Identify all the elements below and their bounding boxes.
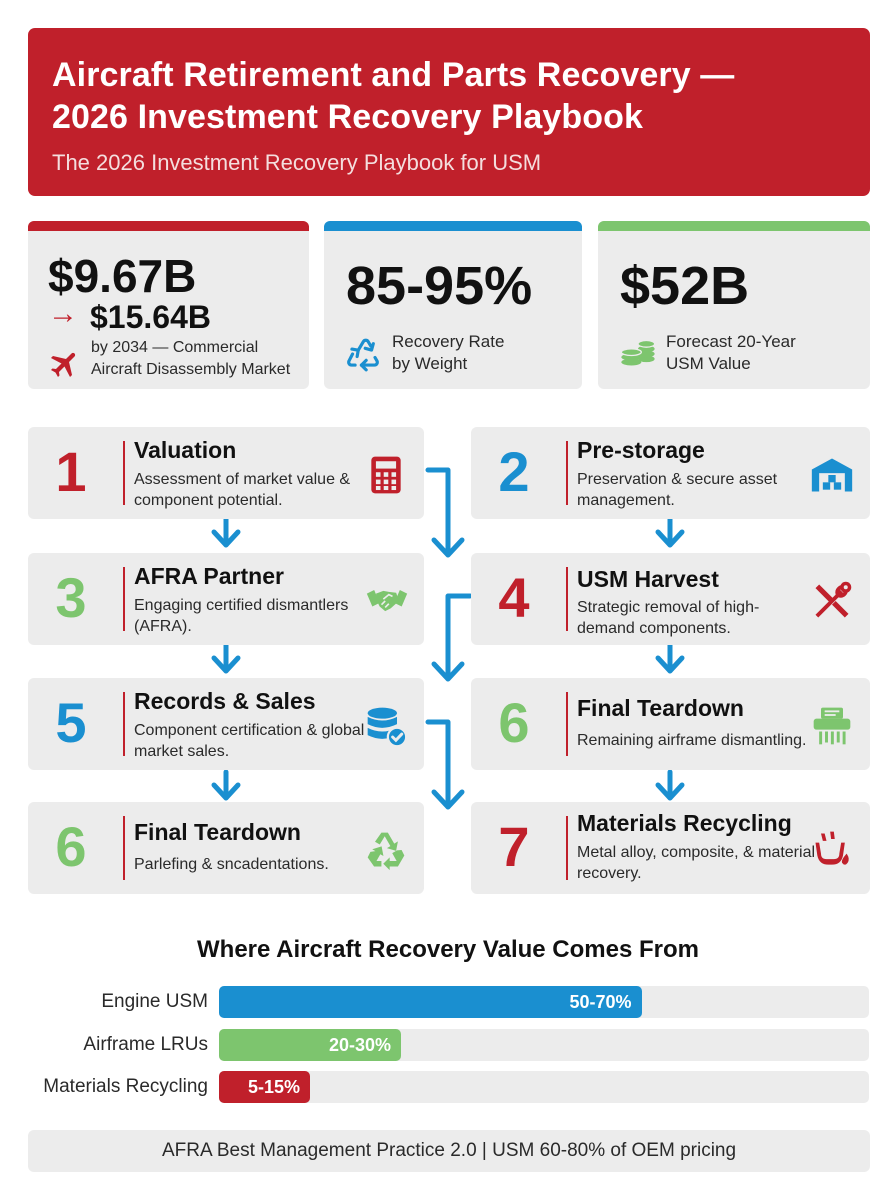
step-description: Engaging certified dismantlers (AFRA). xyxy=(134,597,349,635)
step-card-1 xyxy=(28,427,424,519)
handshake-icon xyxy=(360,579,414,623)
arrow-right-icon: → xyxy=(48,297,78,330)
warehouse-icon xyxy=(810,453,854,497)
value-bar-fill xyxy=(219,986,642,1018)
stat-label-line: Forecast 20-Year xyxy=(666,332,796,351)
stat-card-market xyxy=(28,221,309,389)
step-divider xyxy=(566,816,568,880)
coins-icon xyxy=(618,333,658,373)
value-bar-track xyxy=(219,986,869,1018)
step-description: Remaining airframe dismantling. xyxy=(577,732,807,749)
step-divider xyxy=(566,441,568,505)
stat-card-usm-value xyxy=(598,221,870,389)
stat-label xyxy=(91,337,290,381)
step-title: AFRA Partner xyxy=(134,563,284,589)
stat-value: $9.67B xyxy=(48,250,197,302)
recycle-icon xyxy=(344,335,382,373)
step-description: Assessment of market value & component potential. xyxy=(134,471,351,509)
step-number: 1 xyxy=(55,440,87,503)
stat-card-recovery xyxy=(324,221,582,389)
title-line-1: Aircraft Retirement and Parts Recovery — xyxy=(52,56,735,94)
step-divider xyxy=(123,567,125,631)
stat-label xyxy=(666,331,796,375)
stat-value: $52B xyxy=(620,256,750,316)
recycle-icon xyxy=(364,828,408,872)
value-row-label: Airframe LRUs xyxy=(83,1034,208,1055)
stat-accent-bar xyxy=(28,221,309,231)
step-title: Pre-storage xyxy=(577,437,705,463)
step-number: 3 xyxy=(55,566,87,629)
step-description: Metal alloy, composite, & material recovery. xyxy=(577,844,816,882)
step-card-7 xyxy=(471,802,870,894)
step-title: Final Teardown xyxy=(134,819,301,845)
step-number: 6 xyxy=(55,815,87,878)
stat-value-2: $15.64B xyxy=(90,299,211,335)
step-card-2 xyxy=(471,427,870,519)
step-title: Materials Recycling xyxy=(577,810,792,836)
step-divider xyxy=(123,441,125,505)
stat-label-line: by 2034 — Commercial xyxy=(91,339,259,356)
value-bar-fill xyxy=(219,1029,401,1061)
value-bar-fill xyxy=(219,1071,310,1103)
stat-label-line: Aircraft Disassembly Market xyxy=(91,361,291,378)
step-description: Preservation & secure asset management. xyxy=(577,471,778,509)
value-row xyxy=(0,1070,896,1104)
shredder-icon xyxy=(810,704,854,748)
page-title xyxy=(52,54,846,138)
step-description: Parlefing & sncadentations. xyxy=(134,856,329,873)
calculator-icon xyxy=(364,453,408,497)
value-row xyxy=(0,1028,896,1062)
stat-label-line: USM Value xyxy=(666,354,751,373)
step-card-4 xyxy=(471,553,870,645)
step-card-6-duplicate xyxy=(28,802,424,894)
value-bar-label: 20-30% xyxy=(328,1035,391,1055)
value-row-label: Engine USM xyxy=(101,991,208,1012)
section-title: Where Aircraft Recovery Value Comes From xyxy=(197,936,699,963)
footer-note: AFRA Best Management Practice 2.0 | USM 60-80% of OEM pricing xyxy=(28,1130,870,1172)
step-number: 2 xyxy=(498,440,530,503)
step-divider xyxy=(123,816,125,880)
value-row-label: Materials Recycling xyxy=(43,1076,208,1097)
crucible-icon xyxy=(810,828,854,872)
stat-label-line: Recovery Rate xyxy=(392,332,505,351)
value-bar-track xyxy=(219,1029,869,1061)
step-description: Strategic removal of high-demand components. xyxy=(577,599,760,637)
airplane-icon xyxy=(48,347,82,381)
step-title: Records & Sales xyxy=(134,688,316,714)
stat-label-line: by Weight xyxy=(392,354,468,373)
step-divider xyxy=(566,567,568,631)
title-line-2: 2026 Investment Recovery Playbook xyxy=(52,98,644,136)
page-subtitle: The 2026 Investment Recovery Playbook for USM xyxy=(52,150,542,175)
step-card-5 xyxy=(28,678,424,770)
stat-value: 85-95% xyxy=(346,256,533,316)
tools-icon xyxy=(810,579,854,623)
stat-accent-bar xyxy=(324,221,582,231)
value-bar-label: 50-70% xyxy=(569,992,632,1012)
step-title: Valuation xyxy=(134,437,237,463)
stat-accent-bar xyxy=(598,221,870,231)
step-number: 6 xyxy=(498,691,530,754)
step-divider xyxy=(566,692,568,756)
step-description: Component certification & global market sales. xyxy=(134,722,365,760)
step-card-3 xyxy=(28,553,424,645)
step-title: Final Teardown xyxy=(577,695,744,721)
database-check-icon xyxy=(364,704,408,748)
step-card-6 xyxy=(471,678,870,770)
value-row xyxy=(0,985,896,1019)
value-bar-label: 5-15% xyxy=(247,1077,300,1097)
step-number: 5 xyxy=(55,691,87,754)
step-divider xyxy=(123,692,125,756)
step-title: USM Harvest xyxy=(577,566,719,592)
stat-label xyxy=(392,331,504,375)
header-banner xyxy=(28,28,870,196)
step-number: 7 xyxy=(498,815,530,878)
value-bar-track xyxy=(219,1071,869,1103)
step-number: 4 xyxy=(498,566,530,629)
